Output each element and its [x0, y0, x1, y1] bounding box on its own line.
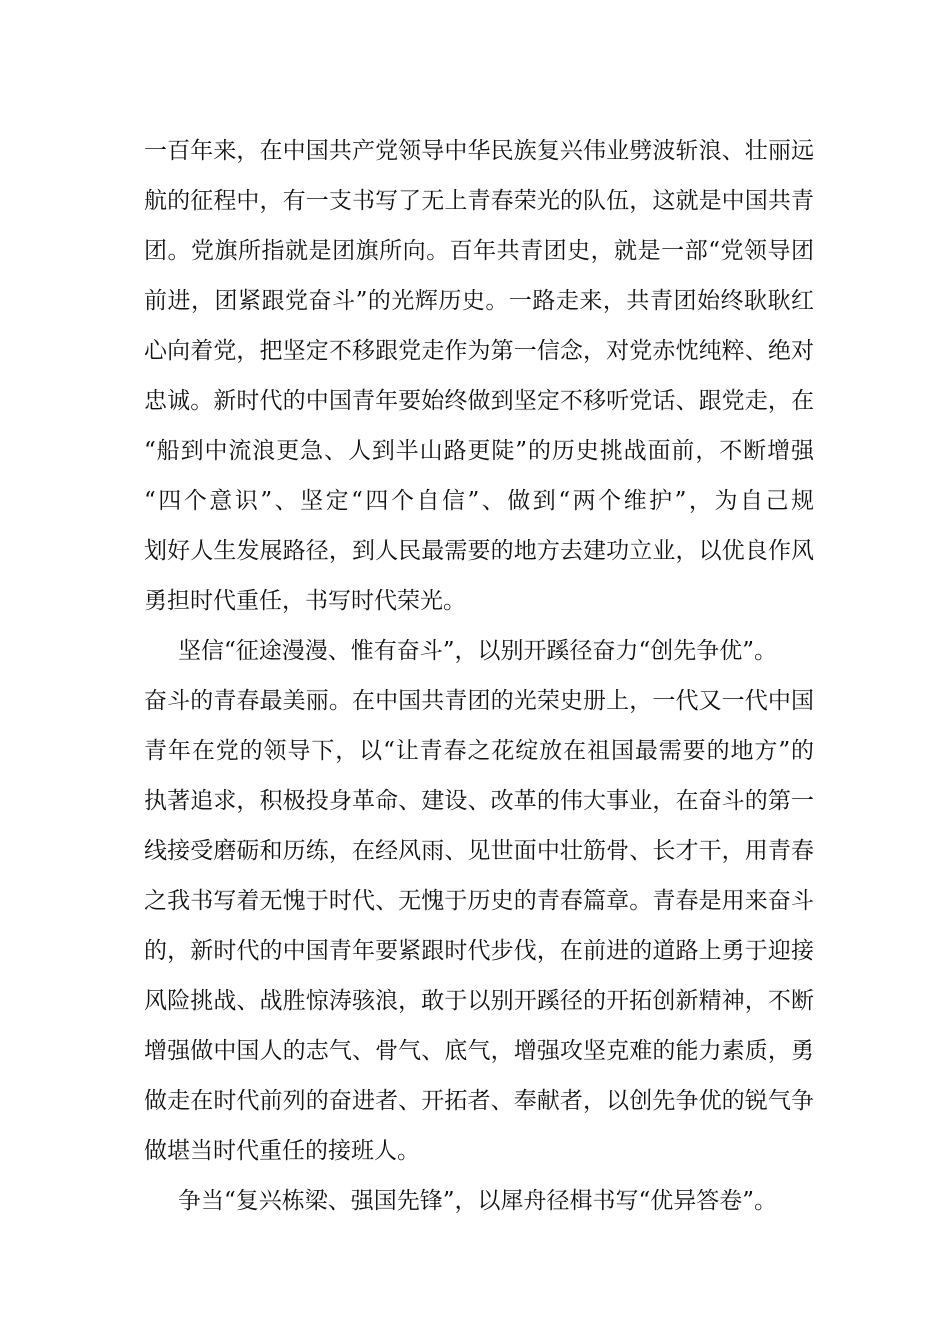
- text-line-18: 风险挑战、战胜惊涛骇浪，敢于以别开蹊径的开拓创新精神，不断: [144, 988, 814, 1014]
- text-line-11: 坚信“征途漫漫、惟有奋斗”，以别开蹊径奋力“创先争优”。: [178, 638, 778, 664]
- body-text: [144, 126, 814, 1226]
- text-line-15: 线接受磨砺和历练，在经风雨、见世面中壮筋骨、长才干，用青春: [144, 838, 814, 864]
- text-line-1: 一百年来，在中国共产党领导中华民族复兴伟业劈波斩浪、壮丽远: [144, 138, 814, 164]
- text-line-9: 划好人生发展路径，到人民最需要的地方去建功立业，以优良作风: [144, 538, 814, 564]
- text-line-8: “四个意识”、坚定“四个自信”、做到“两个维护”，为自己规: [144, 488, 814, 514]
- text-line-21: 做堪当时代重任的接班人。: [144, 1138, 420, 1164]
- text-line-16: 之我书写着无愧于时代、无愧于历史的青春篇章。青春是用来奋斗: [144, 888, 814, 914]
- text-line-7: “船到中流浪更急、人到半山路更陡”的历史挑战面前，不断增强: [144, 438, 814, 464]
- text-line-4: 前进，团紧跟党奋斗”的光辉历史。一路走来，共青团始终耿耿红: [144, 288, 814, 314]
- text-line-22: 争当“复兴栋梁、强国先锋”，以犀舟径楫书写“优异答卷”。: [178, 1188, 778, 1214]
- text-line-20: 做走在时代前列的奋进者、开拓者、奉献者，以创先争优的锐气争: [144, 1088, 814, 1114]
- text-line-14: 执著追求，积极投身革命、建设、改革的伟大事业，在奋斗的第一: [144, 788, 814, 814]
- text-line-12: 奋斗的青春最美丽。在中国共青团的光荣史册上，一代又一代中国: [144, 688, 814, 714]
- text-line-19: 增强做中国人的志气、骨气、底气，增强攻坚克难的能力素质，勇: [144, 1038, 814, 1064]
- text-line-13: 青年在党的领导下，以“让青春之花绽放在祖国最需要的地方”的: [144, 738, 814, 764]
- text-line-17: 的，新时代的中国青年要紧跟时代步伐，在前进的道路上勇于迎接: [144, 938, 814, 964]
- text-line-6: 忠诚。新时代的中国青年要始终做到坚定不移听党话、跟党走，在: [144, 388, 814, 414]
- text-line-2: 航的征程中，有一支书写了无上青春荣光的队伍，这就是中国共青: [144, 188, 814, 214]
- text-line-5: 心向着党，把坚定不移跟党走作为第一信念，对党赤忱纯粹、绝对: [144, 338, 814, 364]
- text-line-3: 团。党旗所指就是团旗所向。百年共青团史，就是一部“党领导团: [144, 238, 814, 264]
- text-line-10: 勇担时代重任，书写时代荣光。: [144, 588, 466, 614]
